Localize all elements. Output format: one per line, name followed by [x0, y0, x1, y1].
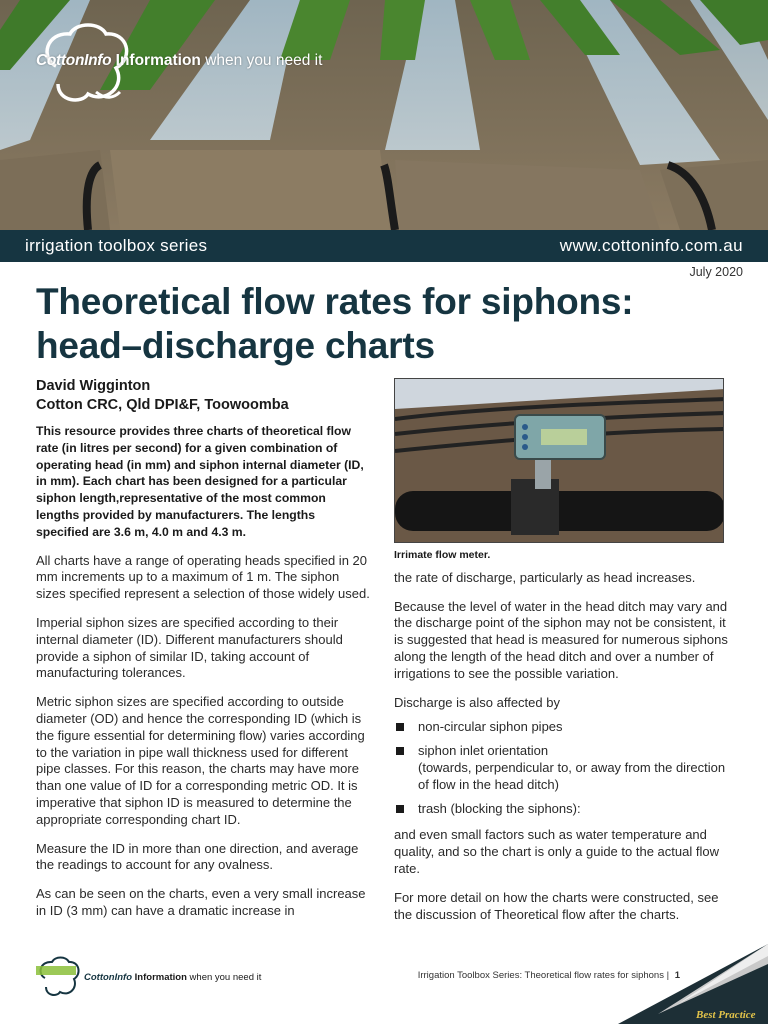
footer-brand: CottonInfo [84, 971, 133, 983]
body-paragraph: All charts have a range of operating heads specified in 20 mm increments up to a maximum of 1 m. The siphon sizes specified represent a selection of those widely used. [36, 552, 370, 602]
author-name: David Wigginton [36, 378, 151, 394]
cotton-boll-icon [36, 956, 82, 998]
title-line-2: head–discharge charts [36, 325, 435, 366]
bullet-square-icon [396, 747, 404, 755]
author-block [36, 377, 370, 415]
brand-name: CottonInfo [36, 52, 112, 69]
body-paragraph: and even small factors such as water temperature and quality, and so the chart is only a guide to the actual flow rate. [394, 827, 719, 876]
website-link[interactable]: www.cottoninfo.com.au [559, 236, 743, 255]
footer-tagline-strong: Information [134, 971, 187, 983]
body-paragraph: Measure the ID in more than one direction, and average the readings to account for any ovalness. [36, 840, 359, 873]
body-paragraph: As can be seen on the charts, even a very small increase in ID (3 mm) can have a dramatic increase in [36, 886, 366, 918]
series-title: irrigation toolbox series [25, 236, 208, 255]
body-paragraph: Metric siphon sizes are specified according to outside diameter (OD) and hence the corresponding ID (which is the figure essential for determining flow) varies according to the variation in pipe wall thickness used for different pipe classes. For this reason, the charts may have more than one value of ID for a corresponding metric OD. It is imperative that siphon ID is measured to determine the appropriate corresponding chart ID. [36, 694, 365, 827]
footer-tagline [84, 972, 261, 983]
best-practice-corner [618, 944, 768, 1024]
page-title [36, 280, 736, 368]
body-paragraph: the rate of discharge, particularly as head increases. [394, 569, 696, 585]
list-item-text: siphon inlet orientation [418, 743, 549, 759]
bullet-square-icon [396, 723, 404, 731]
intro-paragraph: This resource provides three charts of theoretical flow rate (in litres per second) for a given combination of operating head (in mm) and siphon internal diameter (ID, in mm). Each chart has been designed for a particular siphon length,representative of the most common lengths provided by manufacturers. The lengths specified are 3.6 m, 4.0 m and 4.3 m. [36, 424, 364, 539]
body-paragraph: Imperial siphon sizes are specified according to their internal diameter (ID). Different manufacturers should provide a siphon of similar ID, taking account of manufacturing tolerances. [36, 614, 343, 681]
flow-meter-image [395, 379, 724, 543]
footer-separator: | [666, 970, 670, 981]
list-item [394, 801, 730, 818]
tagline-strong: Information [115, 52, 201, 69]
publication-date: July 2020 [689, 265, 743, 279]
footer-tagline-light: when you need it [189, 971, 262, 983]
list-item [394, 719, 730, 736]
bullet-square-icon [396, 805, 404, 813]
header-tagline [36, 52, 322, 70]
footer-logo [36, 956, 261, 998]
footer-reference-text: Irrigation Toolbox Series: Theoretical flow rates for siphons [417, 970, 664, 981]
right-column [394, 378, 730, 935]
discharge-factor-list [394, 719, 730, 817]
title-line-1: Theoretical flow rates for siphons: [36, 281, 634, 322]
page-number: 1 [674, 970, 680, 981]
list-item [394, 743, 730, 793]
flow-meter-photo [394, 378, 724, 543]
photo-caption: Irrimate flow meter. [394, 549, 491, 561]
body-paragraph: Because the level of water in the head ditch may vary and the discharge point of the siphon may not be consistent, it is suggested that head is measured for numerous siphons along the length of the head ditch and over a number of irrigations to see the possible variation. [394, 598, 728, 681]
body-paragraph: Discharge is also affected by [394, 694, 560, 710]
header-photo [0, 0, 768, 230]
tagline-light: when you need it [205, 52, 323, 69]
author-affiliation: Cotton CRC, Qld DPI&F, Toowoomba [36, 397, 289, 413]
best-practice-label: Best Practice [696, 1009, 756, 1021]
left-column [36, 377, 370, 932]
body-paragraph: For more detail on how the charts were constructed, see the discussion of Theoretical flow after the charts. [394, 889, 719, 922]
list-item-text: trash (blocking the siphons): [418, 800, 581, 816]
list-item-text: non-circular siphon pipes [418, 719, 563, 735]
series-bar [0, 230, 768, 262]
list-item-subtext: (towards, perpendicular to, or away from the direction of flow in the head ditch) [418, 759, 726, 792]
